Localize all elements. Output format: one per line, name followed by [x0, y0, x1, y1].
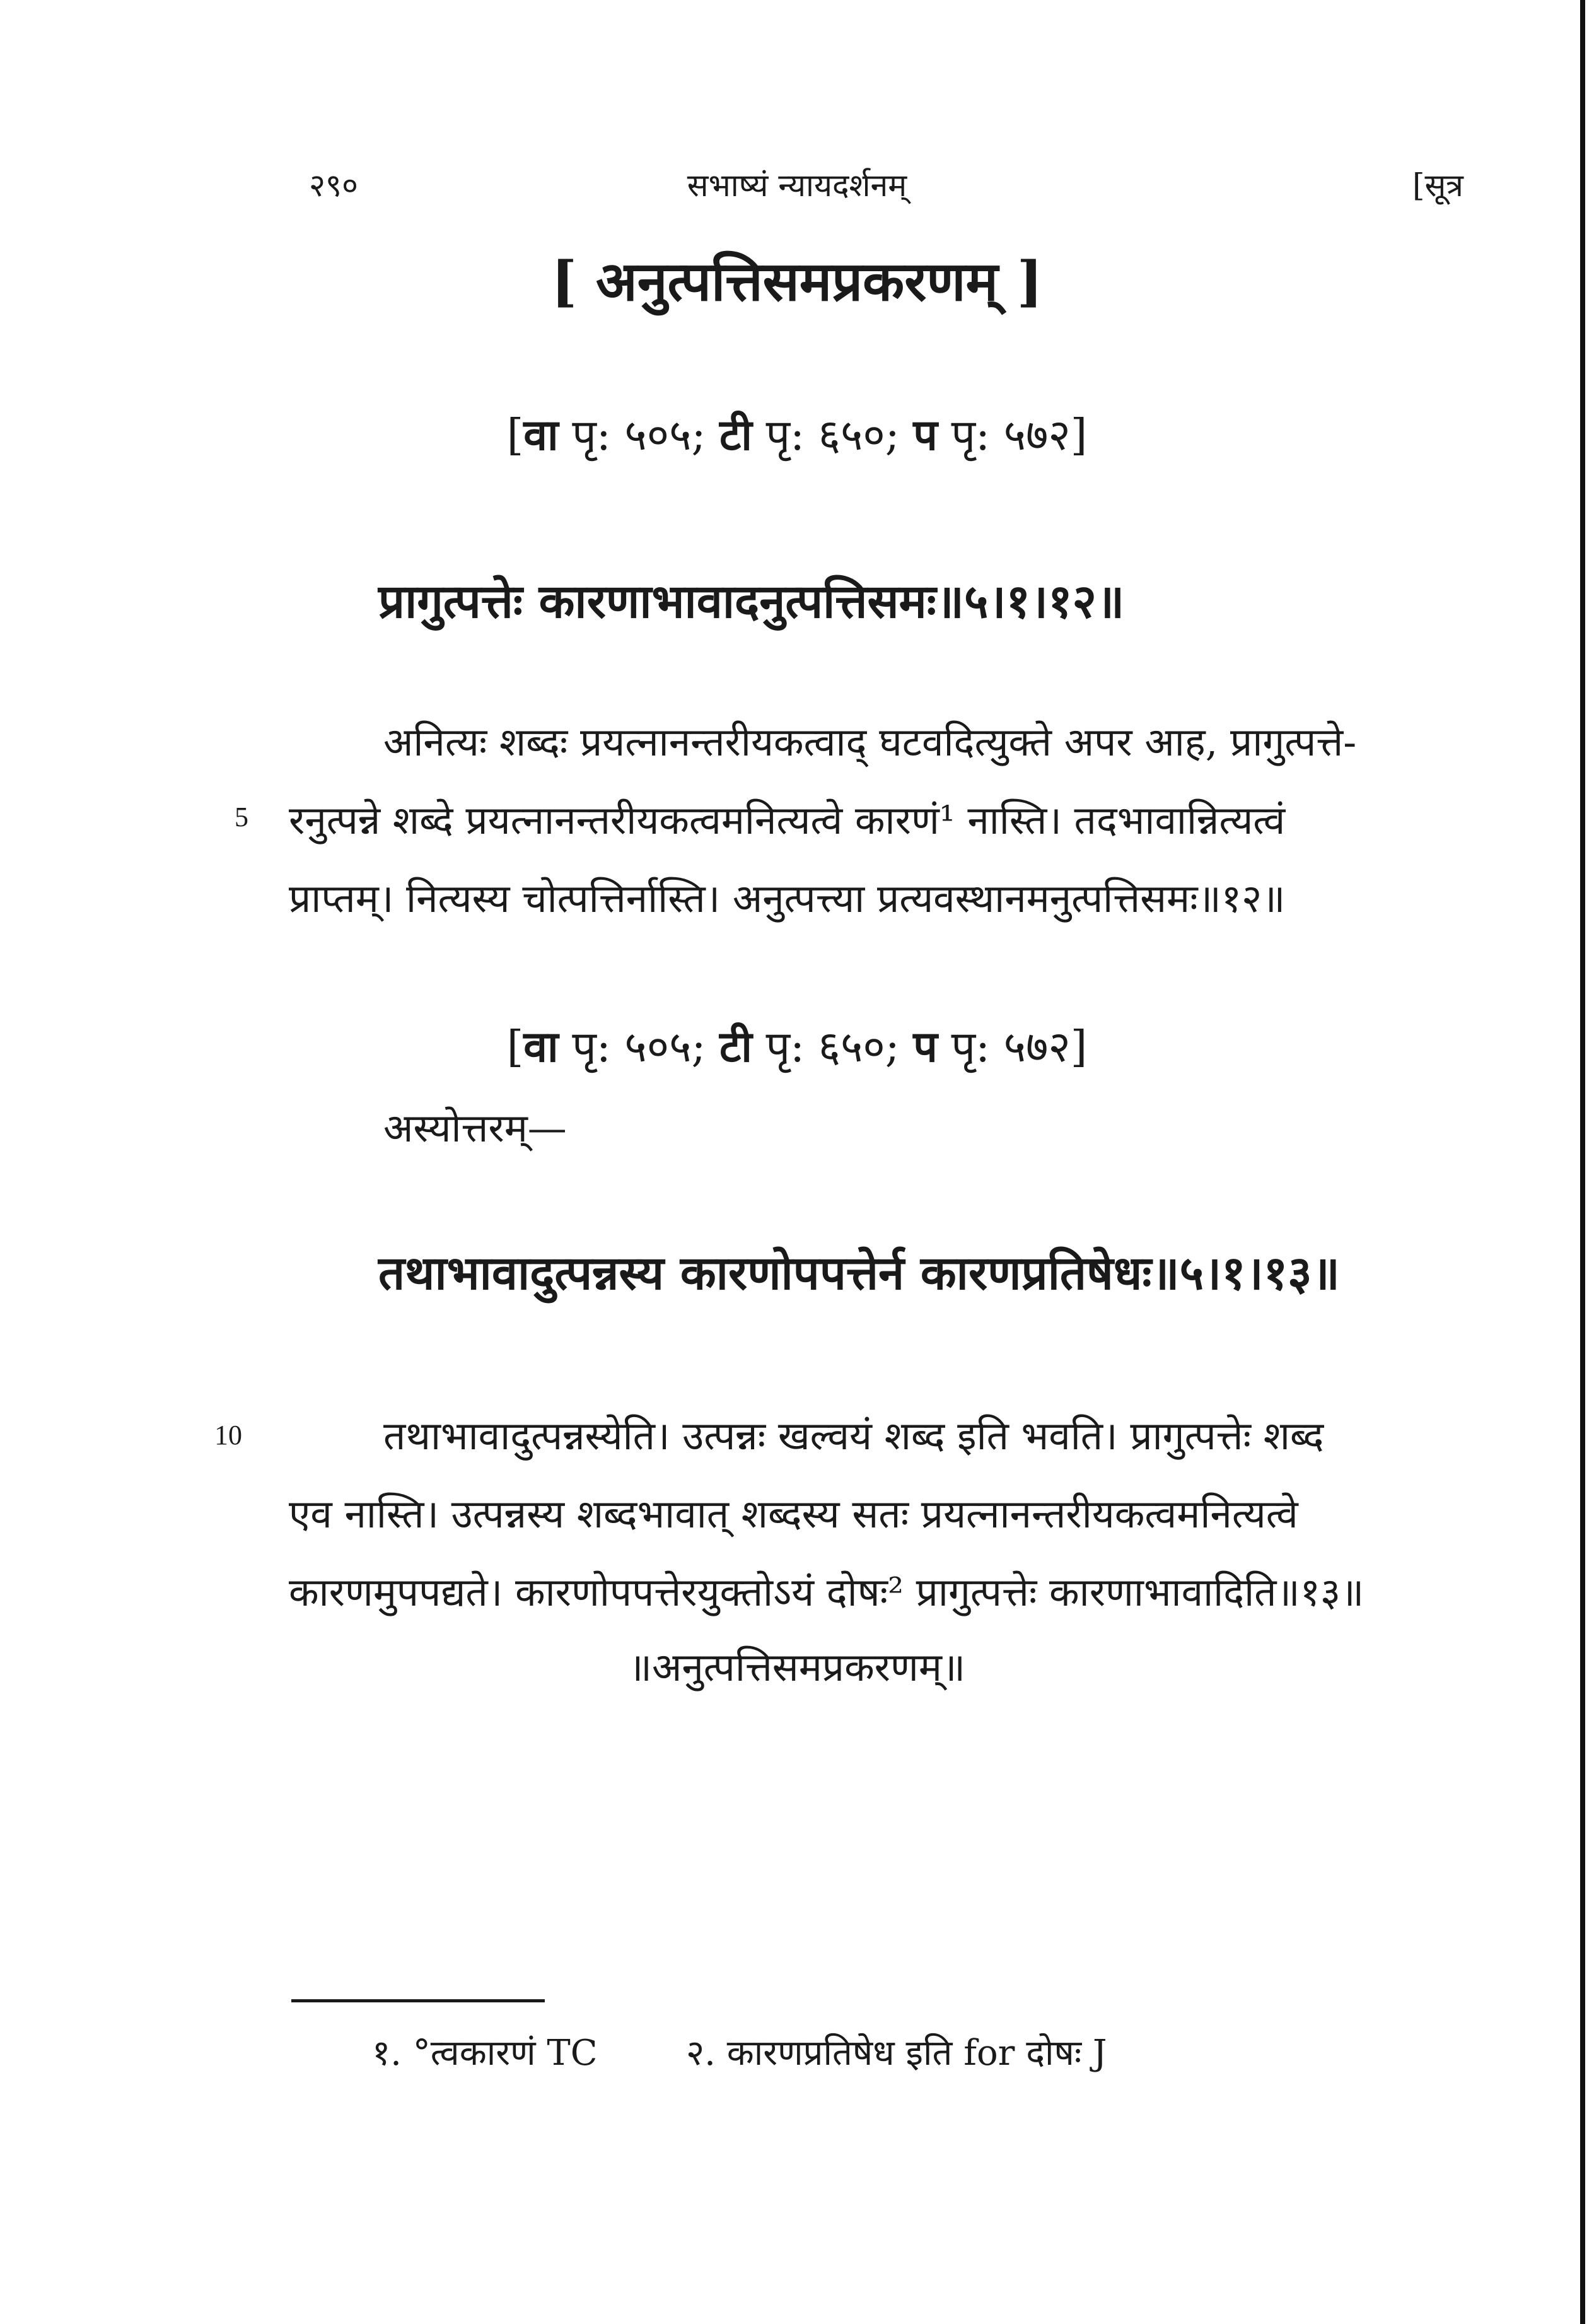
ref-va: वा — [523, 410, 559, 460]
running-title: सभाष्यं न्यायदर्शनम् — [687, 167, 907, 204]
ref-ti: टी — [719, 1022, 752, 1072]
bhashya-1-line-3: प्राप्तम्। नित्यस्य चोत्पत्तिर्नास्ति। अनुत्पत्त्या प्रत्यवस्थानमनुत्पत्तिसमः॥१२॥ — [289, 875, 1286, 921]
bhashya-1-line-2: रनुत्पन्ने शब्दे प्रयत्नानन्तरीयकत्वमनित्यत्वे कारणं¹ नास्ति। तदभावान्नित्यत्वं — [289, 797, 1286, 843]
sutra-12: प्रागुत्पत्तेः कारणाभावादनुत्पत्तिसमः॥५।१।१२॥ — [378, 575, 1125, 629]
section-closing: ॥अनुत्पत्तिसमप्रकरणम्॥ — [628, 1644, 966, 1690]
ref-open: [ — [506, 1022, 524, 1072]
reference-line-1 — [0, 404, 1594, 462]
bhashya-paragraph-1 — [289, 703, 1481, 938]
ref-ti-page: पृ: ६५०; — [752, 1022, 914, 1072]
bhashya-paragraph-2 — [289, 1397, 1481, 1632]
section-title: [ अनुत्पत्तिसमप्रकरणम् ] — [551, 250, 1043, 313]
page-number: २९० — [309, 167, 358, 204]
ref-va-page: पृ: ५०५; — [558, 1022, 720, 1072]
ref-open: [ — [506, 411, 524, 460]
bhashya-2-line-1: तथाभावादुत्पन्नस्येति। उत्पन्नः खल्वयं शब्द इति भवति। प्रागुत्पत्तेः शब्द — [383, 1413, 1324, 1459]
ref-pa: प — [913, 1022, 938, 1072]
ref-pa-page: पृ: ५७२] — [937, 411, 1088, 460]
ref-va: वा — [523, 1022, 559, 1072]
answer-intro: अस्योत्तरम्— — [383, 1105, 567, 1151]
ref-pa-page: पृ: ५७२] — [937, 1022, 1088, 1072]
ref-ti: टी — [719, 410, 752, 460]
bhashya-2-line-3: कारणमुपपद्यते। कारणोपपत्तेरयुक्तोऽयं दोषः² प्रागुत्पत्तेः कारणाभावादिति॥१३॥ — [289, 1569, 1364, 1615]
footnote-1: १. °त्वकारणं TC — [372, 2033, 598, 2074]
line-number-10: 10 — [214, 1420, 242, 1451]
line-number-5: 5 — [235, 802, 248, 832]
ref-ti-page: पृ: ६५०; — [752, 411, 914, 460]
ref-pa: प — [913, 410, 938, 460]
section-mark: [सूत्र — [1412, 167, 1463, 204]
footnote-2: २. कारणप्रतिषेध इति for दोषः J — [686, 2033, 1107, 2074]
bhashya-1-line-1: अनित्यः शब्दः प्रयत्नानन्तरीयकत्वाद् घटवदित्युक्ते अपर आह, प्रागुत्पत्ते- — [383, 719, 1357, 765]
footnote-rule — [291, 1999, 545, 2002]
scan-edge-line — [1580, 0, 1585, 2324]
reference-line-2 — [0, 1015, 1594, 1074]
sutra-13: तथाभावादुत्पन्नस्य कारणोपपत्तेर्न कारणप्रतिषेधः॥५।१।१३॥ — [378, 1246, 1340, 1300]
ref-va-page: पृ: ५०५; — [558, 411, 720, 460]
bhashya-2-line-2: एव नास्ति। उत्पन्नस्य शब्दभावात् शब्दस्य सतः प्रयत्नानन्तरीयकत्वमनित्यत्वे — [289, 1491, 1298, 1537]
